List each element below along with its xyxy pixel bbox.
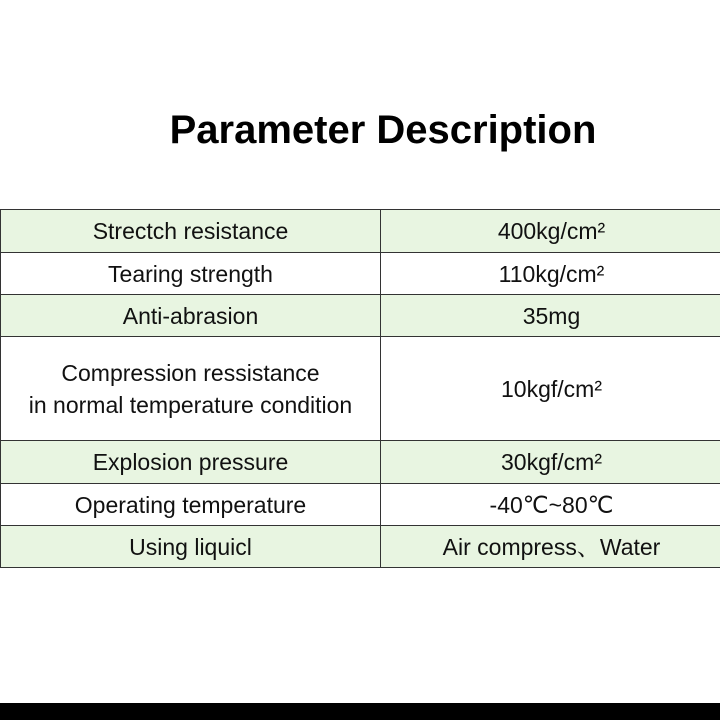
value-cell: -40℃~80℃ [381, 484, 720, 526]
bottom-bar [0, 703, 720, 720]
value-cell: 110kg/cm² [381, 253, 720, 295]
parameter-line: Compression ressistance [61, 359, 320, 386]
parameter-cell: Strectch resistance [1, 210, 381, 253]
value-cell: 400kg/cm² [381, 210, 720, 253]
parameter-line: in normal temperature condition [28, 391, 353, 418]
value-cell: 35mg [381, 295, 720, 337]
parameter-cell: Tearing strength [1, 253, 381, 295]
table-row [1, 210, 720, 253]
page-title: Parameter Description [169, 108, 597, 152]
table-row [1, 484, 720, 526]
parameter-cell [1, 337, 381, 441]
table-row [1, 253, 720, 295]
parameter-table [0, 209, 720, 568]
parameter-cell: Anti-abrasion [1, 295, 381, 337]
table-row [1, 526, 720, 568]
table-row [1, 441, 720, 484]
value-cell: Air compress、Water [381, 526, 720, 568]
parameter-cell: Operating temperature [1, 484, 381, 526]
table-row [1, 337, 720, 441]
value-cell: 10kgf/cm² [381, 337, 720, 441]
parameter-cell: Explosion pressure [1, 441, 381, 484]
table-row [1, 295, 720, 337]
value-cell: 30kgf/cm² [381, 441, 720, 484]
parameter-cell: Using liquicl [1, 526, 381, 568]
